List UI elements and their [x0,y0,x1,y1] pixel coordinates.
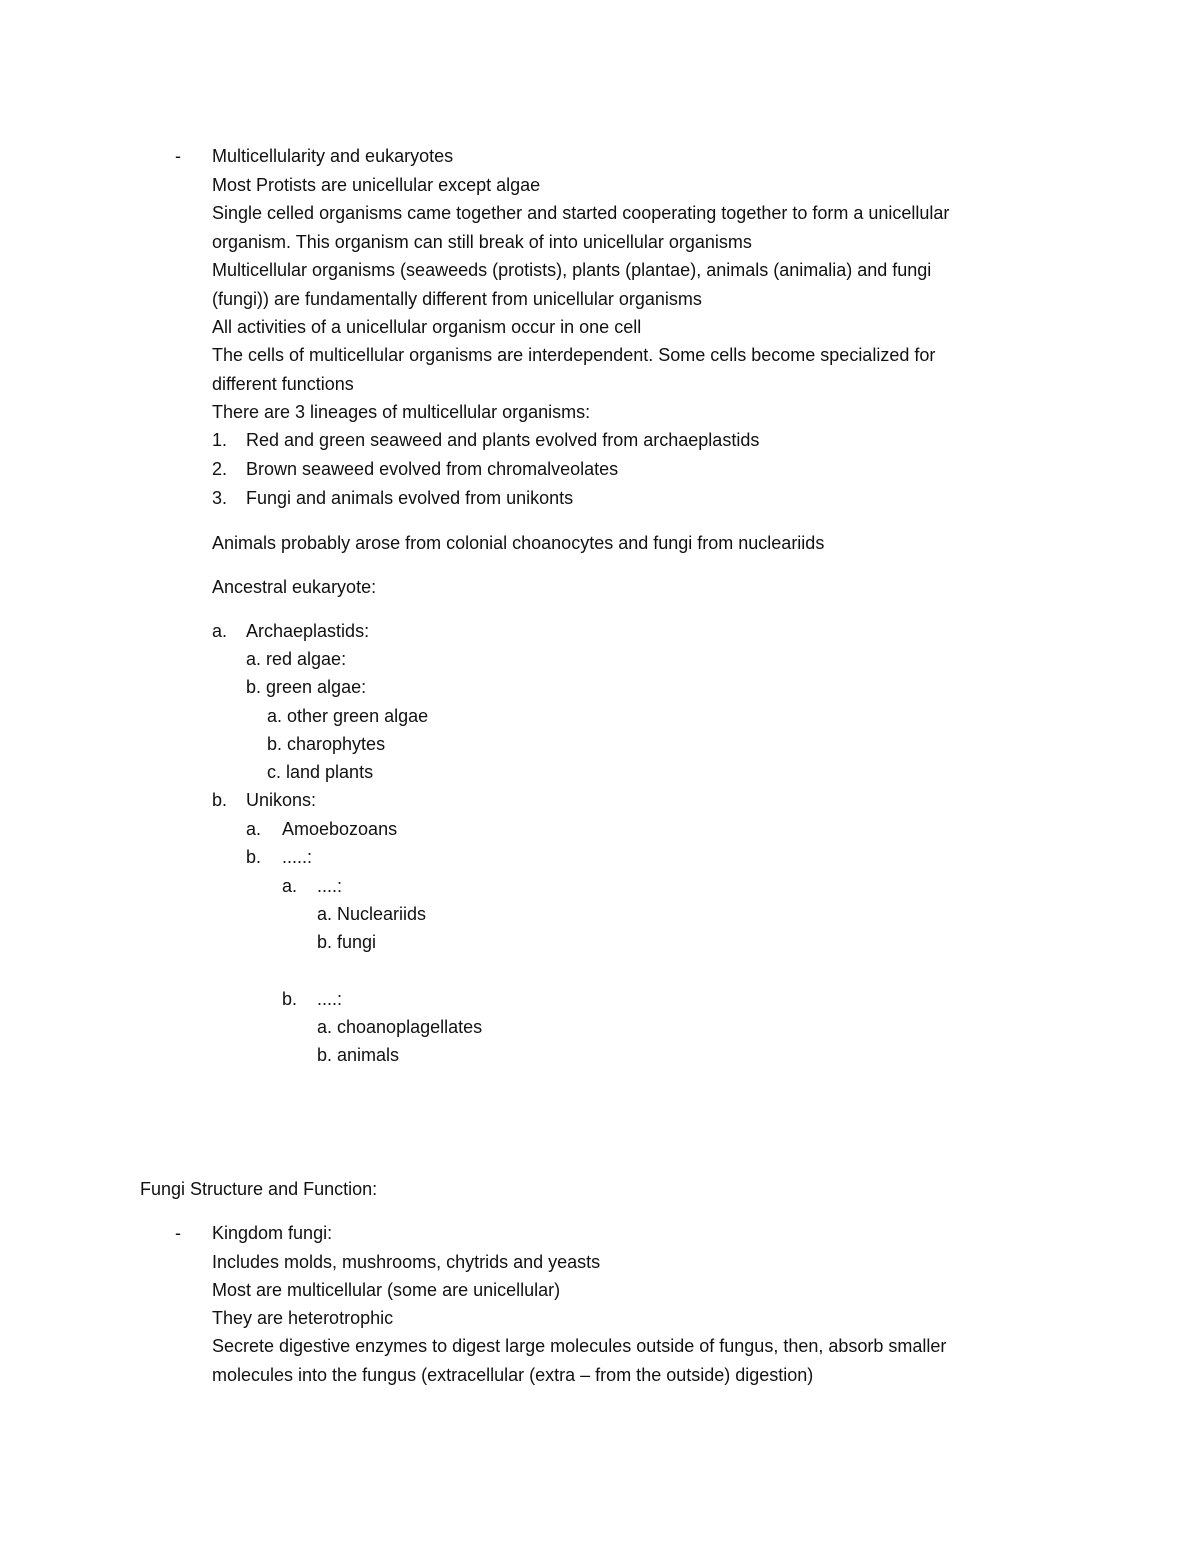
tree-node-subgroup: ....: [317,989,343,1009]
bullet-dash: - [175,1223,181,1243]
tree-node-amoebozoans: Amoebozoans [282,819,398,839]
tree-leaf: a. choanoplagellates [317,1017,483,1037]
text-line: All activities of a unicellular organism occur in one cell [212,317,642,337]
tree-marker: a. [282,876,298,896]
origin-note: Animals probably arose from colonial choanocytes and fungi from nucleariids [212,533,825,553]
text-line: Multicellular organisms (seaweeds (protists), plants (plantae), animals (animalia) and fungi [212,260,932,280]
list-marker: 1. [212,430,228,450]
tree-leaf: b. charophytes [267,734,386,754]
tree-leaf: b. animals [317,1045,400,1065]
text-line: different functions [212,374,354,394]
text-line: Most are multicellular (some are unicellular) [212,1280,561,1300]
text-line: organism. This organism can still break of into unicellular organisms [212,232,752,252]
tree-marker: a. [246,819,262,839]
list-item: Brown seaweed evolved from chromalveolates [246,459,619,479]
list-item: Fungi and animals evolved from unikonts [246,488,574,508]
tree-leaf: a. Nucleariids [317,904,427,924]
text-line: There are 3 lineages of multicellular organisms: [212,402,591,422]
section-title: Fungi Structure and Function: [140,1179,378,1199]
text-line: They are heterotrophic [212,1308,394,1328]
text-line: Includes molds, mushrooms, chytrids and yeasts [212,1252,601,1272]
tree-marker: b. [282,989,298,1009]
tree-leaf: b. fungi [317,932,377,952]
text-line: Most Protists are unicellular except algae [212,175,541,195]
text-line: Secrete digestive enzymes to digest large molecules outside of fungus, then, absorb smaller [212,1336,947,1356]
tree-node-unikons: Unikons: [246,790,317,810]
tree-leaf: c. land plants [267,762,374,782]
ancestral-label: Ancestral eukaryote: [212,577,377,597]
list-item: Red and green seaweed and plants evolved from archaeplastids [246,430,760,450]
tree-node-subgroup: ....: [317,876,343,896]
tree-node-red-algae: a. red algae: [246,649,347,669]
list-marker: 3. [212,488,228,508]
text-line: molecules into the fungus (extracellular (extra – from the outside) digestion) [212,1365,814,1385]
bullet-dash: - [175,146,181,166]
text-line: (fungi)) are fundamentally different from unicellular organisms [212,289,702,309]
tree-node-archaeplastids: Archaeplastids: [246,621,370,641]
section-heading: Kingdom fungi: [212,1223,333,1243]
text-line: The cells of multicellular organisms are interdependent. Some cells become specialized for [212,345,936,365]
tree-marker: a. [212,621,228,641]
tree-node-green-algae: b. green algae: [246,677,367,697]
list-marker: 2. [212,459,228,479]
section-heading: Multicellularity and eukaryotes [212,146,454,166]
tree-marker: b. [246,847,262,867]
text-line: Single celled organisms came together and started cooperating together to form a unicellular [212,203,950,223]
tree-leaf: a. other green algae [267,706,429,726]
tree-marker: b. [212,790,228,810]
tree-node-group: .....: [282,847,313,867]
